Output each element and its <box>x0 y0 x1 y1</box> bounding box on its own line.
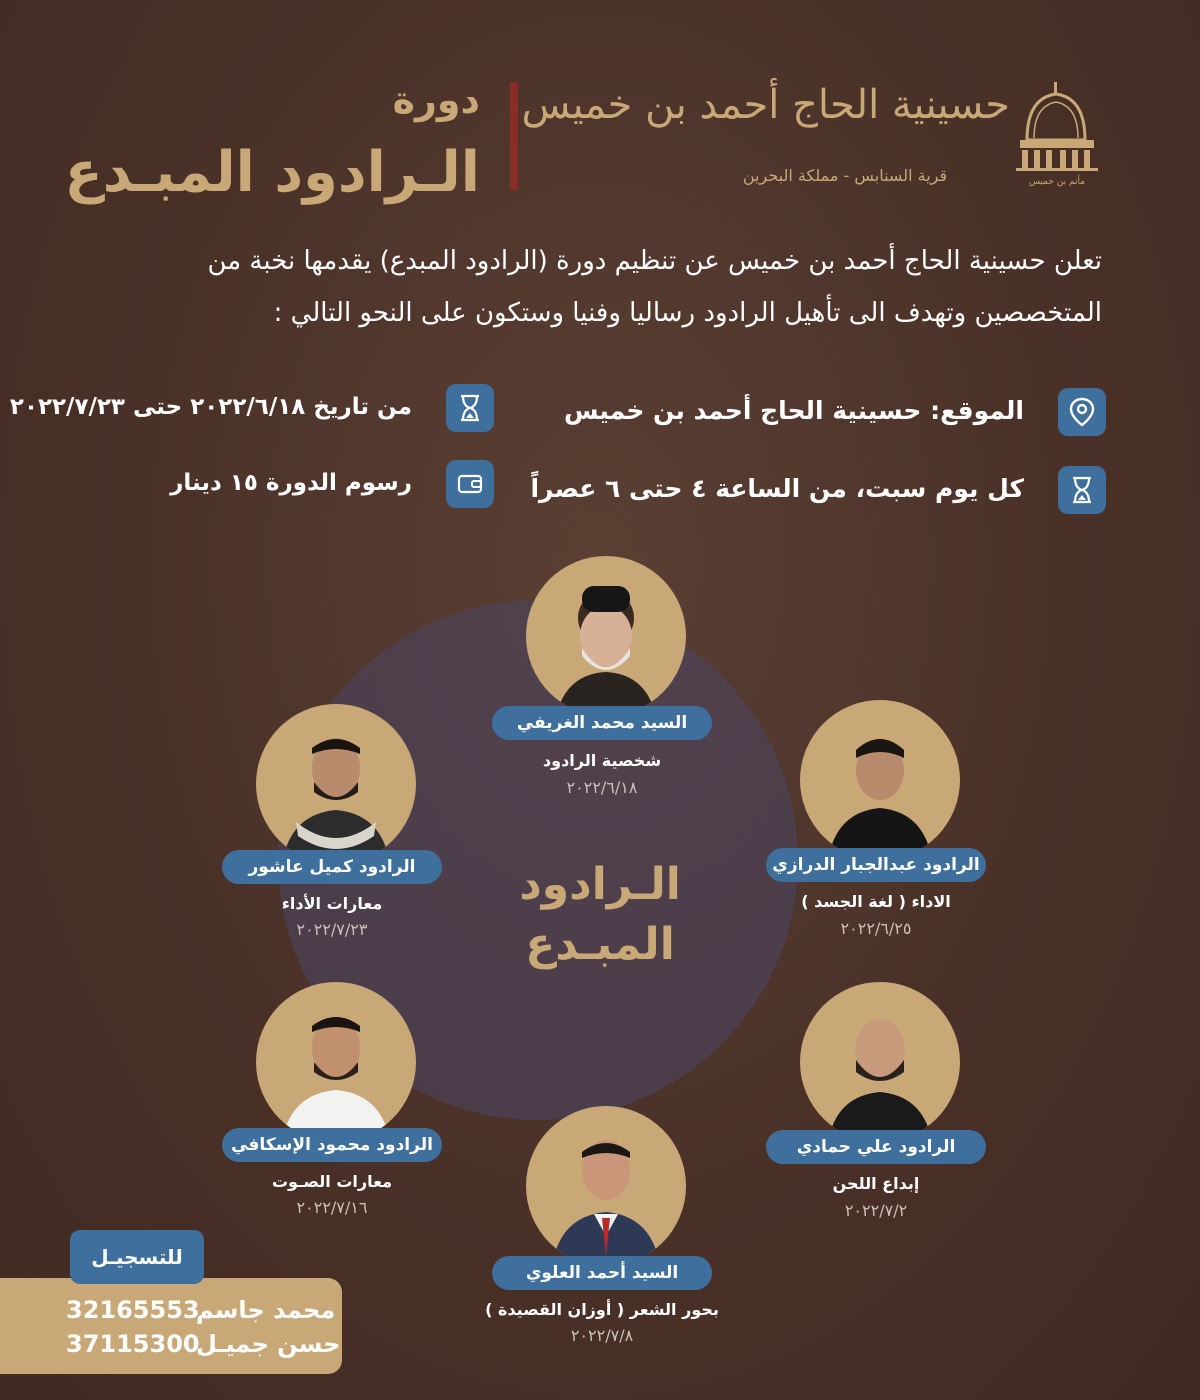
speaker-date: ٢٠٢٢/٧/١٦ <box>296 1198 368 1217</box>
course-title: الـرادود المبـدع <box>64 140 480 205</box>
registration-box <box>0 1278 342 1374</box>
speaker-date: ٢٠٢٢/٧/٢٣ <box>296 920 368 939</box>
course-label: دورة <box>392 78 480 122</box>
speaker-photo <box>800 700 960 860</box>
center-title: الـرادود المبـدع <box>519 859 681 970</box>
speaker-name: الرادود محمود الإسكافي <box>222 1128 442 1162</box>
speaker-name: الرادود عبدالجبار الدرازي <box>766 848 986 882</box>
speaker-date: ٢٠٢٢/٦/٢٥ <box>840 919 912 938</box>
info-schedule: كل يوم سبت، من الساعة ٤ حتى ٦ عصراً <box>530 474 1024 503</box>
contact-name: حسن جميـل <box>196 1330 341 1358</box>
header-divider <box>510 82 518 190</box>
speaker-name: السيد محمد الغريفي <box>492 706 712 740</box>
intro-paragraph: تعلن حسينية الحاج أحمد بن خميس عن تنظيم دورة (الرادود المبدع) يقدمها نخبة من المتخصصين وتهدف الى تأهيل الرادود رساليا وفنيا وستكون على النحو التالي : <box>207 246 1102 328</box>
speaker-topic: بحور الشعر ( أوزان القصيدة ) <box>485 1300 719 1319</box>
info-dates: من تاريخ ٢٠٢٢/٦/١٨ حتى ٢٠٢٢/٧/٢٣ <box>9 394 412 420</box>
speaker-date: ٢٠٢٢/٦/١٨ <box>566 778 638 797</box>
speaker-name: الرادود كميل عاشور <box>222 850 442 884</box>
speaker-name: السيد أحمد العلوي <box>492 1256 712 1290</box>
speaker-topic: معارات الأداء <box>281 894 383 913</box>
contact-phone: 32165553 <box>66 1296 200 1324</box>
info-location: الموقع: حسينية الحاج أحمد بن خميس <box>564 396 1024 425</box>
info-fee: رسوم الدورة ١٥ دينار <box>170 470 412 496</box>
speaker-photo <box>256 704 416 864</box>
speaker-topic: إبداع اللحن <box>832 1174 920 1193</box>
contact-phone: 37115300 <box>66 1330 200 1358</box>
hourglass-icon <box>1058 466 1106 514</box>
speaker-date: ٢٠٢٢/٧/٢ <box>844 1201 908 1220</box>
speaker-photo <box>526 556 686 716</box>
registration-label: للتسجيـل <box>70 1230 204 1284</box>
logo-badge-text: مأتم بن خميس <box>1028 177 1086 187</box>
speaker-date: ٢٠٢٢/٧/٨ <box>570 1326 634 1345</box>
speaker-photo <box>256 982 416 1142</box>
speaker-topic: شخصية الرادود <box>542 751 662 770</box>
dome-logo-icon <box>1012 80 1102 190</box>
wallet-icon <box>446 460 494 508</box>
map-pin-icon <box>1058 388 1106 436</box>
hourglass-icon <box>446 384 494 432</box>
logo-subtitle: قرية السنابس - مملكة البحرين <box>742 166 948 185</box>
speaker-photo <box>800 982 960 1142</box>
speaker-photo <box>526 1106 686 1266</box>
logo-title: حسينية الحاج أحمد بن خميس <box>521 82 1010 128</box>
speaker-topic: الاداء ( لغة الجسد ) <box>801 892 951 911</box>
contact-name: محمد جاسم <box>196 1296 336 1324</box>
speaker-name: الرادود علي حمادي <box>766 1130 986 1164</box>
speaker-topic: معارات الصـوت <box>271 1172 393 1191</box>
